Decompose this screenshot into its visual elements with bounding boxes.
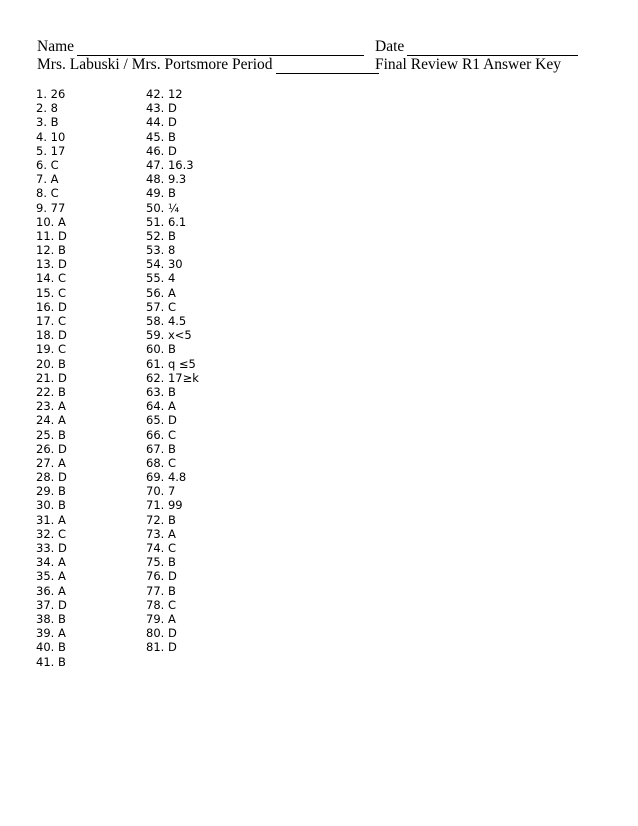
answer-item: 79. A — [146, 611, 176, 626]
answer-item: 30. B — [36, 498, 66, 513]
answer-item: 8. C — [36, 186, 59, 201]
answer-item: 76. D — [146, 569, 177, 584]
answer-item: 2. 8 — [36, 101, 58, 116]
teachers-period-label: Mrs. Labuski / Mrs. Portsmore Period — [37, 56, 273, 73]
answer-item: 27. A — [36, 455, 66, 470]
answer-item: 22. B — [36, 384, 66, 399]
answer-item: 69. 4.8 — [146, 470, 187, 485]
page-title — [375, 56, 561, 74]
answer-item: 67. B — [146, 441, 176, 456]
date-field — [375, 38, 578, 56]
answer-item: 40. B — [36, 640, 66, 655]
answer-item: 44. D — [146, 115, 177, 130]
answer-item: 74. C — [146, 541, 176, 555]
answer-item: 38. B — [36, 611, 66, 626]
answer-item: 54. 30 — [146, 257, 183, 272]
answer-item: 15. C — [36, 285, 66, 300]
answer-item: 31. A — [36, 512, 66, 527]
answer-item: 32. C — [36, 526, 66, 541]
answer-item: 62. 17≥k — [146, 370, 199, 385]
answer-item: 18. D — [36, 328, 67, 343]
answer-item: 70. 7 — [146, 484, 176, 499]
answer-item: 19. C — [36, 342, 66, 357]
answer-item: 56. A — [146, 285, 176, 300]
answer-item: 13. D — [36, 257, 67, 272]
answer-item: 48. 9.3 — [146, 172, 187, 187]
answer-item: 6. C — [36, 157, 59, 172]
name-blank-line — [77, 42, 364, 56]
answer-item: 5. 17 — [36, 143, 66, 158]
date-blank-line — [407, 42, 578, 56]
answer-item: 55. 4 — [146, 271, 176, 286]
answer-item: 65. D — [146, 413, 177, 428]
answer-item: 50. ¼ — [146, 200, 180, 215]
answer-item: 16. D — [36, 299, 67, 314]
answer-item: 49. B — [146, 186, 176, 201]
name-label: Name — [37, 38, 75, 55]
answer-item: 39. A — [36, 626, 66, 641]
answer-item: 71. 99 — [146, 498, 183, 513]
answer-item: 9. 77 — [36, 200, 66, 215]
period-blank-line — [276, 60, 379, 74]
answer-item: 52. B — [146, 228, 176, 243]
answer-item: 77. B — [146, 583, 176, 598]
answer-item: 53. 8 — [146, 243, 176, 258]
answer-item: 51. 6.1 — [146, 214, 187, 229]
answer-item: 11. D — [36, 228, 67, 243]
answer-item: 47. 16.3 — [146, 157, 194, 172]
answer-item: 21. D — [36, 370, 67, 385]
answer-item: 29. B — [36, 484, 66, 499]
answer-key-title: Final Review R1 Answer Key — [375, 56, 561, 73]
answer-item: 35. A — [36, 569, 66, 584]
answer-item: 26. D — [36, 441, 67, 456]
answer-item: 14. C — [36, 271, 66, 286]
answer-item: 23. A — [36, 399, 66, 414]
answer-item: 24. A — [36, 413, 66, 428]
answer-item: 37. D — [36, 597, 67, 612]
answer-item: 28. D — [36, 470, 67, 485]
answer-item: 3. B — [36, 115, 59, 130]
answer-item: 36. A — [36, 583, 66, 598]
answer-item: 73. A — [146, 526, 176, 541]
answer-item: 25. B — [36, 427, 66, 442]
answer-item: 42. 12 — [146, 87, 183, 101]
answer-item: 63. B — [146, 384, 176, 399]
answer-item: 60. B — [146, 342, 176, 357]
answer-item: 12. B — [36, 243, 66, 258]
answer-column-left — [36, 87, 67, 669]
answer-item: 1. 26 — [36, 87, 66, 101]
answer-column-right — [146, 87, 199, 655]
answer-item: 61. q ≤5 — [146, 356, 196, 371]
answer-item: 58. 4.5 — [146, 314, 187, 328]
answer-item: 41. B — [36, 654, 66, 669]
answer-item: 81. D — [146, 640, 177, 655]
answer-item: 33. D — [36, 541, 67, 555]
answer-item: 17. C — [36, 314, 66, 328]
answer-item: 46. D — [146, 143, 177, 158]
answer-item: 34. A — [36, 555, 66, 570]
answer-item: 45. B — [146, 129, 176, 144]
name-field — [37, 38, 364, 56]
answer-item: 59. x<5 — [146, 328, 192, 343]
answer-item: 75. B — [146, 555, 176, 570]
answer-item: 68. C — [146, 455, 176, 470]
date-label: Date — [375, 38, 405, 55]
answer-item: 7. A — [36, 172, 59, 187]
answer-item: 66. C — [146, 427, 176, 442]
answer-item: 4. 10 — [36, 129, 66, 144]
teachers-period-field — [37, 56, 379, 74]
answer-item: 10. A — [36, 214, 66, 229]
answer-item: 20. B — [36, 356, 66, 371]
answer-item: 72. B — [146, 512, 176, 527]
answer-item: 80. D — [146, 626, 177, 641]
answer-item: 57. C — [146, 299, 176, 314]
answer-item: 64. A — [146, 399, 176, 414]
answer-item: 78. C — [146, 597, 176, 612]
answer-item: 43. D — [146, 101, 177, 116]
